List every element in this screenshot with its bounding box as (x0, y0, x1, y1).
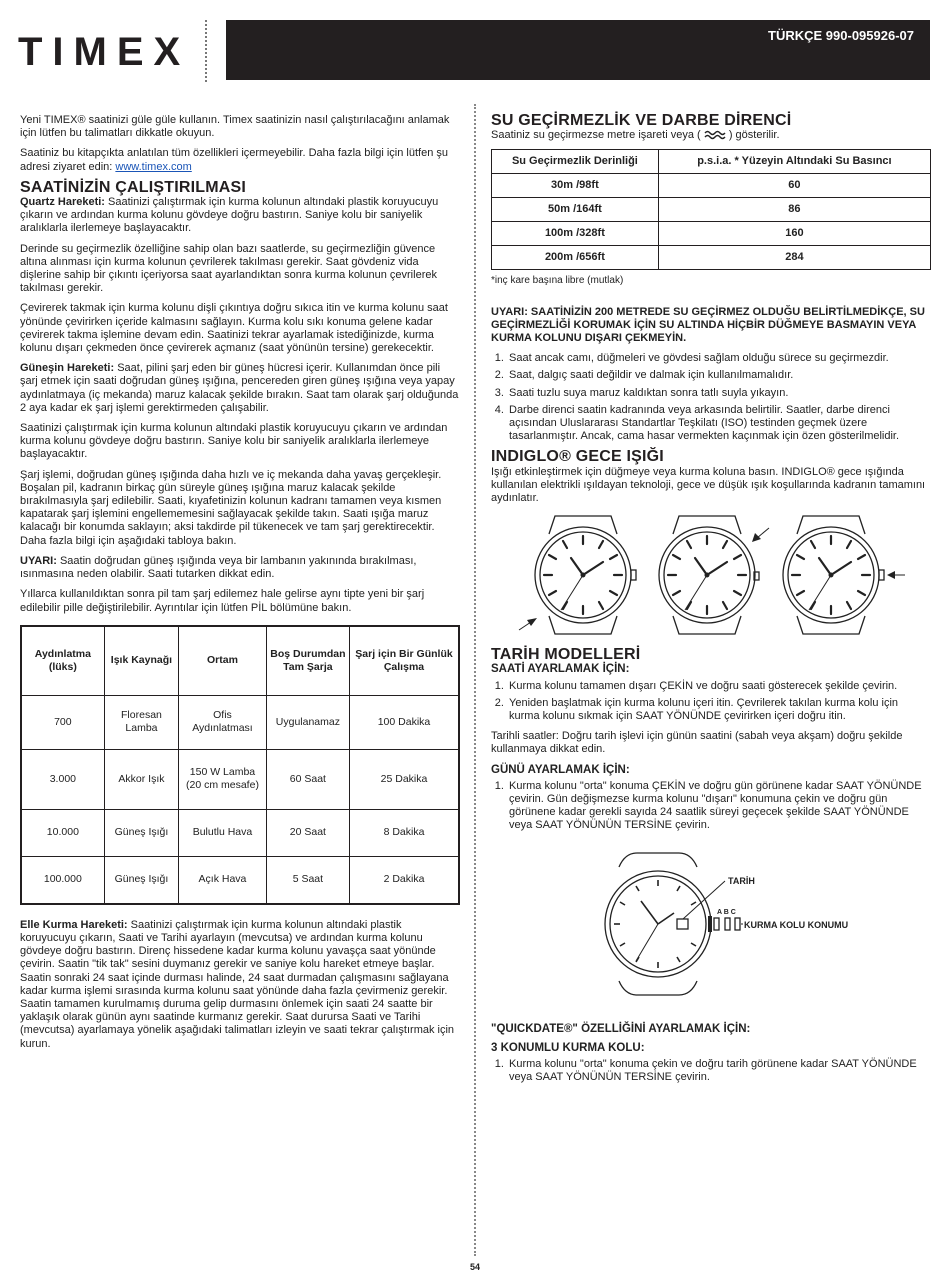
table-cell: Floresan Lamba (104, 695, 178, 749)
list-item: 3. Saati tuzlu suya maruz kaldıktan sonra tatlı suyla yıkayın. (507, 387, 931, 400)
set-time-list (491, 680, 931, 724)
table-cell: Uygulanamaz (266, 695, 349, 749)
table-cell: 5 Saat (266, 856, 349, 904)
table-cell: 100 Dakika (349, 695, 459, 749)
water-intro-text-end: ) gösterilir. (728, 129, 780, 142)
table-cell: 160 (658, 222, 930, 246)
deep-water-paragraph: Derinde su geçirmezlik özelliğine sahip olan bazı saatlerde, su geçirmezliğin güvence altına alınması için kurma kolunun çevrilerek takılması gerekir. Saat gövdeniz vida dişlerine sahip bir çıkıntı içeriyorsa saat ayarlandıktan sonra kurma kolunun çevrilerek takılması gerekir. (20, 242, 437, 295)
crown-position-label: KURMA KOLU KONUMU (744, 919, 849, 930)
table-cell: 10.000 (21, 809, 104, 856)
table-header-cell: Su Geçirmezlik Derinliği (492, 150, 659, 174)
table-cell: Bulutlu Hava (179, 809, 267, 856)
table-header-cell: Aydınlatma (lüks) (21, 626, 104, 696)
table-header-row (492, 150, 931, 174)
arrow-icon (527, 618, 537, 626)
table-cell: 284 (658, 246, 930, 270)
table-header-cell: Şarj için Bir Günlük Çalışma (349, 626, 459, 696)
list-item: 1. Kurma kolunu tamamen dışarı ÇEKİN ve doğru saati gösterecek şekilde çevirin. (507, 680, 931, 693)
table-row (492, 198, 931, 222)
table-cell: 86 (658, 198, 930, 222)
subtitle-set-time: SAATİ AYARLAMAK İÇİN: (491, 663, 630, 676)
table-cell: Ofis Aydınlatması (179, 695, 267, 749)
quartz-text: Saatinizi çalıştırmak için kurma kolunun altındaki plastik koruyucuyu çıkarın ve ardından kurma kolunu gövdeye doğru bastırın. Saniye kolu bir saniyelik aralıklarla ilerlemeye başlayacaktır. (20, 196, 439, 235)
table-cell: 150 W Lamba (20 cm mesafe) (179, 749, 267, 809)
table-header-cell: p.s.i.a. * Yüzeyin Altındaki Su Basıncı (658, 150, 930, 174)
language-code: TÜRKÇE 990-095926-07 (768, 28, 914, 43)
timex-website-link[interactable]: www.timex.com (115, 160, 192, 173)
wave-icon (704, 130, 726, 140)
table-cell: 3.000 (21, 749, 104, 809)
section-title-water: SU GEÇİRMEZLİK VE DARBE DİRENCİ (491, 112, 792, 129)
table-cell: 25 Dakika (349, 749, 459, 809)
table-cell: Güneş Işığı (104, 809, 178, 856)
table-header-cell: Işık Kaynağı (104, 626, 178, 696)
arrow-icon (752, 533, 761, 542)
table-cell: 100m /328ft (492, 222, 659, 246)
column-separator (474, 104, 476, 1256)
table-cell: 8 Dakika (349, 809, 459, 856)
table-cell: 60 Saat (266, 749, 349, 809)
section-title-start: SAATİNİZİN ÇALIŞTIRILMASI (20, 178, 247, 196)
heat-warning-paragraph (20, 555, 460, 581)
manual-text: Saatinizi çalıştırmak için kurma kolunun altındaki plastik koruyucuyu çıkarın, Saati ve Tarihi ayarlayın (mevcutsa) ve ardından kurma kolunu gövdeye doğru bastırın. Direnç hissedene kadar kurma kolunu yavaşça saat yönünde çevirin. Saatin "tik tak" sesini duymanız gerekir ve saniye kolu hareket etmeye başlar. Saatin sonraki 24 saat içinde durması halinde, 24 saat durmadan çalışmasını sağlayana kadar kurma işlemi sırasında kurma kolunu saat yönünde daha fazla çevirmeniz gerekir. Saatin tamamen kurulmamış duruma gelip durmasını önlemek için saati 24 saatte bir yaklaşık olarak günün aynı saatinde kurmanız gerekir. Saat durursa Saati ve Tarihi (mevcutsa) ayarlamaya yönelik aşağıdaki talimatları izleyin ve saati tekrar çalıştırmak için kurun. (20, 918, 455, 1050)
arrow-icon (887, 571, 895, 579)
indiglo-watch-illustration (491, 512, 931, 640)
timex-logo: TIMEX (18, 30, 191, 74)
table-cell: Güneş Işığı (104, 856, 178, 904)
table-cell: 60 (658, 174, 930, 198)
left-column (20, 114, 460, 1058)
water-intro (491, 129, 931, 142)
table-cell: 30m /98ft (492, 174, 659, 198)
warning-text: Saatin doğrudan güneş ışığında veya bir lambanın yakınında bırakılması, ısınmasına neden olabilir. Saati tutarken dikkat edin. (20, 554, 417, 581)
table-cell: 50m /164ft (492, 198, 659, 222)
date-note: Tarihli saatler: Doğru tarih işlevi için günün saatini (sabah veya akşam) doğru şekilde kullanmaya dikkat edin. (491, 730, 903, 756)
logo-separator (205, 20, 207, 82)
date-watch-illustration (491, 851, 931, 1001)
intro-website-paragraph (20, 147, 460, 173)
table-header-row (21, 626, 459, 696)
charging-paragraph: Şarj işlemi, doğrudan güneş ışığında daha hızlı ve iç mekanda daha yavaş gerçekleşir. Boşalan pil, kadranın birkaç gün süreyle güneş ışığına maruz kalacak şekilde bırakılmasıyla şarj edilebilir. Saati, kıyafetinizin kolunun kadranı tamamen veya kısmen kapatarak şarj işlemini engellememesini sağlayacak şekilde takın. Saati ışığa maruz kalacağı bir konumda saklayın; aksi takdirde pil tükenecek ve tam şarj gerektirecektir. Daha fazla bilgi için aşağıdaki tabloya bakın. (20, 468, 442, 547)
header-bar (226, 20, 930, 80)
intro-paragraph: Yeni TIMEX® saatinizi güle güle kullanın. Timex saatinizin nasıl çalıştırılacağını anlamak için lütfen bu talimatları dikkatle okuyun. (20, 114, 450, 140)
right-column (491, 114, 931, 1092)
subtitle-3-position-crown: 3 KONUMLU KURMA KOLU: (491, 1041, 645, 1054)
solar-label: Güneşin Hareketi: (20, 362, 115, 375)
manual-label: Elle Kurma Hareketi: (20, 918, 128, 931)
table-cell: 100.000 (21, 856, 104, 904)
solar-start-paragraph: Saatinizi çalıştırmak için kurma kolunun altındaki plastik koruyucuyu çıkarın ve ardından kurma kolunu gövdeye doğru bastırın. Saniye kolu bir saniyelik aralıklarla ilerlemeye başlayacaktır. (20, 422, 448, 461)
subtitle-set-day: GÜNÜ AYARLAMAK İÇİN: (491, 763, 630, 776)
list-item: 1. Kurma kolunu "orta" konuma çekin ve doğru tarih görünene kadar SAAT YÖNÜNDE veya SAAT YÖNÜNÜN TERSİNE çevirin. (507, 1058, 931, 1084)
table-cell: 20 Saat (266, 809, 349, 856)
page-number: 54 (469, 1262, 480, 1272)
list-item: 4. Darbe direnci saatin kadranında veya arkasında belirtilir. Saatler, darbe direnci açısından Uluslararası Standartlar Teşkilatı (ISO) testinden geçmek üzere tasarlanmıştır. Ancak, cama hasar vermekten kaçınmak için özen gösterilmelidir. (507, 404, 931, 444)
warning-label: UYARI: (20, 554, 57, 567)
set-day-list (491, 780, 931, 833)
quartz-paragraph (20, 196, 460, 236)
list-item: 2. Saat, dalgıç saati değildir ve dalmak için kullanılmamalıdır. (507, 369, 931, 382)
date-watch-figure (491, 851, 931, 1001)
charging-table (20, 625, 460, 905)
table-row (21, 809, 459, 856)
table-cell: 2 Dakika (349, 856, 459, 904)
section-title-date-models: TARİH MODELLERİ (491, 646, 641, 664)
table-cell: Açık Hava (179, 856, 267, 904)
date-label: TARİH (728, 875, 755, 886)
table-footnote: *inç kare başına libre (mutlak) (491, 275, 624, 287)
indiglo-paragraph: Işığı etkinleştirmek için düğmeye veya kurma koluna basın. INDIGLO® gece ışığında kullanılan elektrikli ışıldayan teknoloji, gece ve düşük ışık koşullarında kadranın tamamını aydınlatır. (491, 465, 926, 505)
water-list (491, 352, 931, 443)
battery-paragraph: Yıllarca kullanıldıktan sonra pil tam şarj edilemez hale gelirse aynı tipte yeni bir şarj edilebilir pille değiştirilebilir. Ayrıntılar için lütfen PİL bölümüne bakın. (20, 588, 425, 614)
table-row (21, 856, 459, 904)
table-cell: 700 (21, 695, 104, 749)
subtitle-quickdate: "QUICKDATE®" ÖZELLİĞİNİ AYARLAMAK İÇİN: (491, 1022, 751, 1035)
table-cell: 200m /656ft (492, 246, 659, 270)
water-intro-text: Saatiniz su geçirmezse metre işareti veya ( (491, 129, 701, 142)
solar-paragraph (20, 362, 460, 415)
crown-positions-label: A B C (717, 908, 736, 916)
table-cell: Akkor Işık (104, 749, 178, 809)
quartz-label: Quartz Hareketi: (20, 196, 105, 209)
water-resistance-table (491, 149, 931, 270)
table-header-cell: Ortam (179, 626, 267, 696)
quickdate-list (491, 1058, 931, 1084)
section-title-indiglo: INDIGLO® GECE IŞIĞI (491, 448, 664, 466)
solar-text: Saat, pilini şarj eden bir güneş hücresi içerir. Kullanımdan önce pili şarj etmek için saati doğrudan güneş ışığına, pencereden giren güneş ışığına veya yapay aydınlatmaya (iç mekanda) maruz kalacak şekilde bırakın. Saat tam olarak şarj olduğunda 2 aya kadar ek şarj işlemi gerektirmeden çalışabilir. (20, 362, 459, 414)
screw-crown-paragraph: Çevirerek takmak için kurma kolunu dişli çıkıntıya doğru sıkıca itin ve kurma kolunu saat yönünde çevirirken içeride kalmasını sağlayın. Kurma kolu sıkı konuma gelene kadar çevirerek takma işlemine devam edin. Saatinizi tekrar ayarlamak istediğinizde, kurma kolunu dışarı çekmeden önce çevirerek açmanız (saat yönünün tersine) gerekecektir. (20, 302, 448, 355)
intro-text: Saatiniz bu kitapçıkta anlatılan tüm özellikleri içermeyebilir. Daha fazla bilgi için lütfen şu adresi ziyaret edin: (20, 147, 448, 173)
water-warning: UYARI: SAATİNİZİN 200 METREDE SU GEÇİRMEZ OLDUĞU BELİRTİLMEDİKÇE, SU GEÇİRMEZLİĞİ KORUMAK İÇİN SU ALTINDA HİÇBİR DÜĞMEYE BASMAYIN VEYA KURMA KOLUNU DIŞARI ÇEKMEYİN. (491, 305, 925, 345)
table-row (21, 749, 459, 809)
table-row (492, 174, 931, 198)
manual-wind-paragraph (20, 919, 460, 1051)
list-item: 2. Yeniden başlatmak için kurma kolunu içeri itin. Çevrilerek takılan kurma kolu için kurma kolunu sıkmak için SAAT YÖNÜNDE çevirirken içeri doğru itin. (507, 697, 931, 723)
table-row (492, 246, 931, 270)
table-header-cell: Boş Durumdan Tam Şarja (266, 626, 349, 696)
list-item: 1. Kurma kolunu "orta" konuma ÇEKİN ve doğru gün görünene kadar SAAT YÖNÜNDE çevirin. Gün değişmezse kurma kolunu "dışarı" konumuna çekin ve doğru gün görünene kadar gerekli sayıda 24 saatlik süreyi geçecek şekilde SAAT YÖNÜNDE veya SAAT YÖNÜNÜN TERSİNE çevirin. (507, 780, 931, 833)
table-row (492, 222, 931, 246)
table-row (21, 695, 459, 749)
list-item: 1. Saat ancak camı, düğmeleri ve gövdesi sağlam olduğu sürece su geçirmezdir. (507, 352, 931, 365)
